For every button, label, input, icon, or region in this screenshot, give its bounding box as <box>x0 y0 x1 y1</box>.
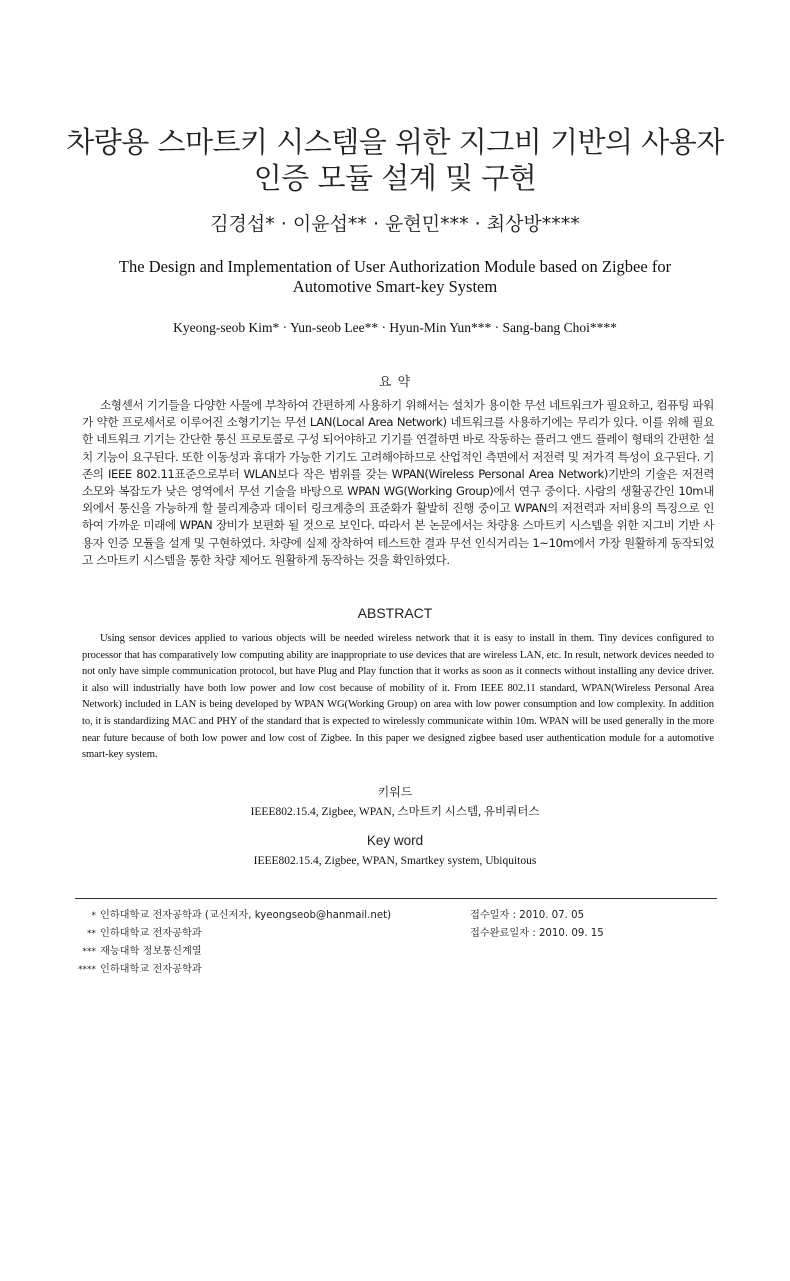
footnote-4: **** 인하대학교 전자공학과 <box>78 964 202 975</box>
korean-abstract-text: 소형센서 기기들을 다양한 사물에 부착하여 간편하게 사용하기 위해서는 설치가 용이한 무선 네트워크가 필요하고, 컴퓨팅 파워가 약한 프로세서로 이루어진 소형기기는 무선 LAN(Local Area Network) 네트워크를 사용하기에는 무리가 있다. 이를 위해 필요한 네트워크 기기는 간단한 통신 프로토콜로 구성 되어야하고 기기를 연결하면 바로 작동하는 플러그 앤드 플레이 형태의 간편한 설치 기능이 요구된다. 또한 이동성과 휴대가 가능한 기기도 고려해야하므로 산업적인 측면에서 저전력 및 저가격 특성이 요구된다. 기존의 IEEE 802.11표준으로부터 WLAN보다 작은 범위를 갖는 WPAN(Wireless Personal Area Network)기반의 기술은 저전력 소모와 복잡도가 낮은 영역에서 무선 기술을 바탕으로 WPAN WG(Working Group)에서 연구 중이다. 사람의 생활공간인 10m내외에서 통신을 가능하게 할 물리계층과 데이터 링크계층의 표준화가 활발히 진행 중이고 WPAN의 저전력과 저비용의 특징으로 인하여 가까운 미래에 WPAN 장비가 보편화 될 것으로 보인다. 따라서 본 논문에서는 차량용 스마트키 시스템을 위한 지그비 기반 사용자 인증 모듈을 설계 및 구현하였다. 차량에 실제 장착하여 테스트한 결과 무선 인식거리는 1~10m에서 가장 원활하게 동작되었고 스마트키 시스템을 통한 차량 제어도 원활하게 동작하는 것을 확인하였다. <box>82 398 714 567</box>
keywords-ko-text: IEEE802.15.4, Zigbee, WPAN, 스마트키 시스템, 유비쿼터스 <box>250 806 540 818</box>
korean-authors: 김경섭* · 이윤섭** · 윤현민*** · 최상방**** <box>210 213 580 235</box>
korean-abstract-body <box>82 397 714 569</box>
korean-abstract-heading: 요 약 <box>378 375 412 390</box>
footnote-2: ** 인하대학교 전자공학과 <box>87 928 202 939</box>
accepted-date: 접수완료일자 : 2010. 09. 15 <box>470 928 604 939</box>
received-date: 접수일자 : 2010. 07. 05 <box>470 910 585 921</box>
english-authors: Kyeong-seob Kim* · Yun-seob Lee** · Hyun-Min Yun*** · Sang-bang Choi**** <box>173 320 617 335</box>
keywords-en-heading: Key word <box>366 833 424 848</box>
footnote-divider <box>75 898 717 899</box>
keywords-ko-heading: 키워드 <box>377 785 413 799</box>
footnote-3: *** 재능대학 정보통신계열 <box>82 946 202 957</box>
abstract-heading: ABSTRACT <box>357 605 433 621</box>
abstract-text: Using sensor devices applied to various objects will be needed wireless network that it is easy to install in them. Tiny devices configured to processor that has comparatively low computing ability are inappropriate to use devices that are wireless LAN, etc. In result, network devices needed to not only have simple communication protocol, but have Plug and Play function that it works as soon as it connects without installing any device driver. it also will industrially have both low power and low cost because of mobility of it. From IEEE 802.11 standard, WPAN(Wireless Personal Area Network) included in LAN is being developed by WPAN WG(Working Group) on area with low power consumption and low complexity. In addition to, it is standardizing MAC and PHY of the standard that is expected to wirelessly communicate within 10m. WPAN will be used generally in the more near future because of both low power and low cost of Zigbee. In this paper we designed zigbee based user authentication module for a automotive smart-key system. <box>82 633 714 761</box>
submission-dates <box>470 907 604 943</box>
footnotes <box>76 907 396 979</box>
abstract-body <box>82 631 714 764</box>
english-title-line-1: The Design and Implementation of User Authorization Module based on Zigbee for <box>118 257 672 276</box>
korean-title-line-2: 인증 모듈 설계 및 구현 <box>253 161 537 195</box>
english-title-line-2: Automotive Smart-key System <box>292 277 498 296</box>
korean-title-line-1: 차량용 스마트키 시스템을 위한 지그비 기반의 사용자 <box>66 125 724 159</box>
keywords-en-text: IEEE802.15.4, Zigbee, WPAN, Smartkey system, Ubiquitous <box>253 855 537 867</box>
footnote-1: * 인하대학교 전자공학과 (교신저자, kyeongseob@hanmail.net) <box>91 910 392 921</box>
